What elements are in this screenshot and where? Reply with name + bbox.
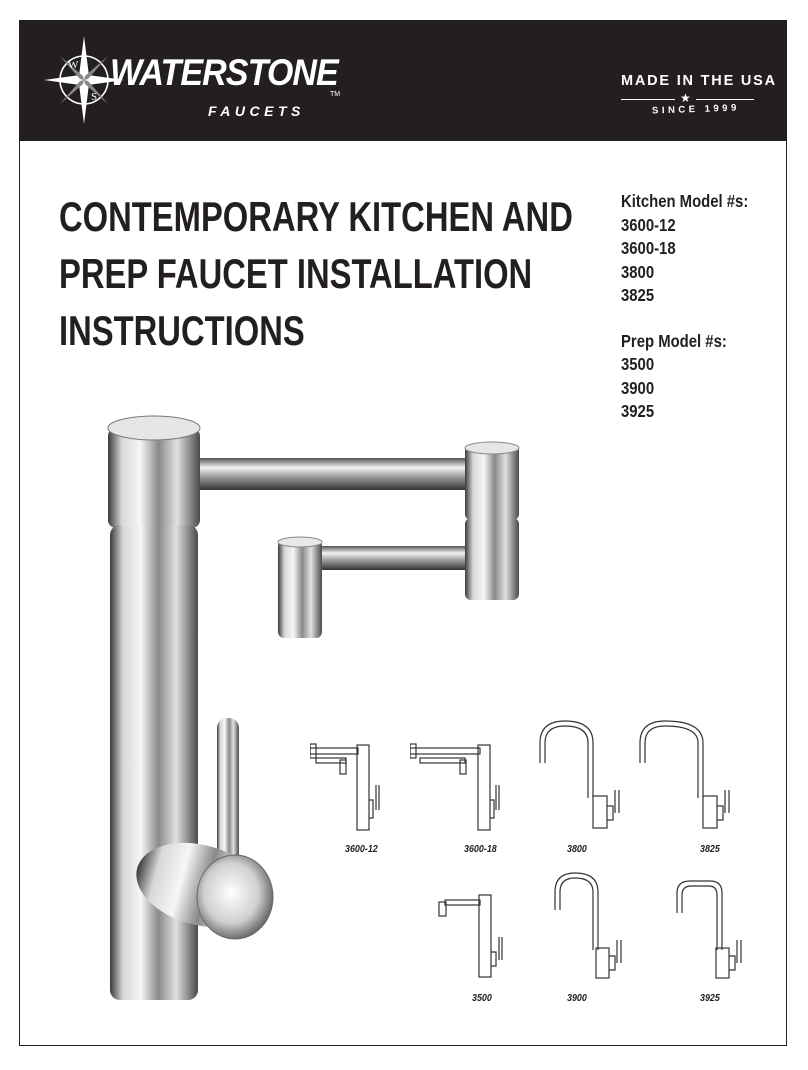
gooseneck-faucet-icon (635, 718, 735, 833)
thumb-label: 3825 (700, 843, 720, 855)
prep-model: 3500 (621, 354, 655, 374)
title-line-2: PREP FAUCET INSTALLATION (59, 250, 533, 297)
pull-out-long-arm-faucet-icon (410, 740, 500, 835)
thumb-label: 3800 (567, 843, 587, 855)
divider-left (621, 99, 675, 100)
prep-model: 3925 (621, 401, 655, 421)
prep-gooseneck-faucet-icon (550, 870, 630, 982)
model-list (621, 190, 748, 424)
prep-heading: Prep Model #s: (621, 330, 727, 351)
title-line-3: INSTRUCTIONS (59, 307, 305, 354)
divider-right (696, 99, 754, 100)
brand-subtitle: FAUCETS (208, 103, 305, 119)
pull-out-double-arm-faucet-icon (310, 740, 390, 835)
thumb-label: 3900 (567, 992, 587, 1004)
page-title (59, 188, 573, 359)
title-line-1: CONTEMPORARY KITCHEN AND (59, 193, 573, 240)
brand-name: WATERSTONE (110, 52, 338, 93)
kitchen-model: 3600-18 (621, 238, 676, 258)
thumb-label: 3600-18 (464, 843, 497, 855)
prep-arm-faucet-icon (437, 892, 512, 982)
kitchen-model: 3800 (621, 261, 655, 282)
compass-s: S (91, 91, 98, 103)
thumb-label: 3925 (700, 992, 720, 1004)
thumb-label: 3600-12 (345, 843, 378, 855)
thumb-label: 3500 (472, 992, 492, 1004)
prep-model: 3900 (621, 377, 655, 398)
gooseneck-faucet-icon (535, 718, 625, 833)
kitchen-heading: Kitchen Model #s: (621, 191, 749, 211)
trademark: TM (330, 91, 341, 98)
kitchen-model: 3600-12 (621, 214, 676, 235)
made-in-usa: MADE IN THE USA (621, 73, 777, 89)
prep-square-neck-faucet-icon (672, 878, 752, 982)
star-icon: ★ (680, 91, 691, 105)
compass-w: W (68, 59, 79, 71)
kitchen-model: 3825 (621, 285, 655, 305)
since-year: SINCE 1999 (651, 102, 740, 117)
